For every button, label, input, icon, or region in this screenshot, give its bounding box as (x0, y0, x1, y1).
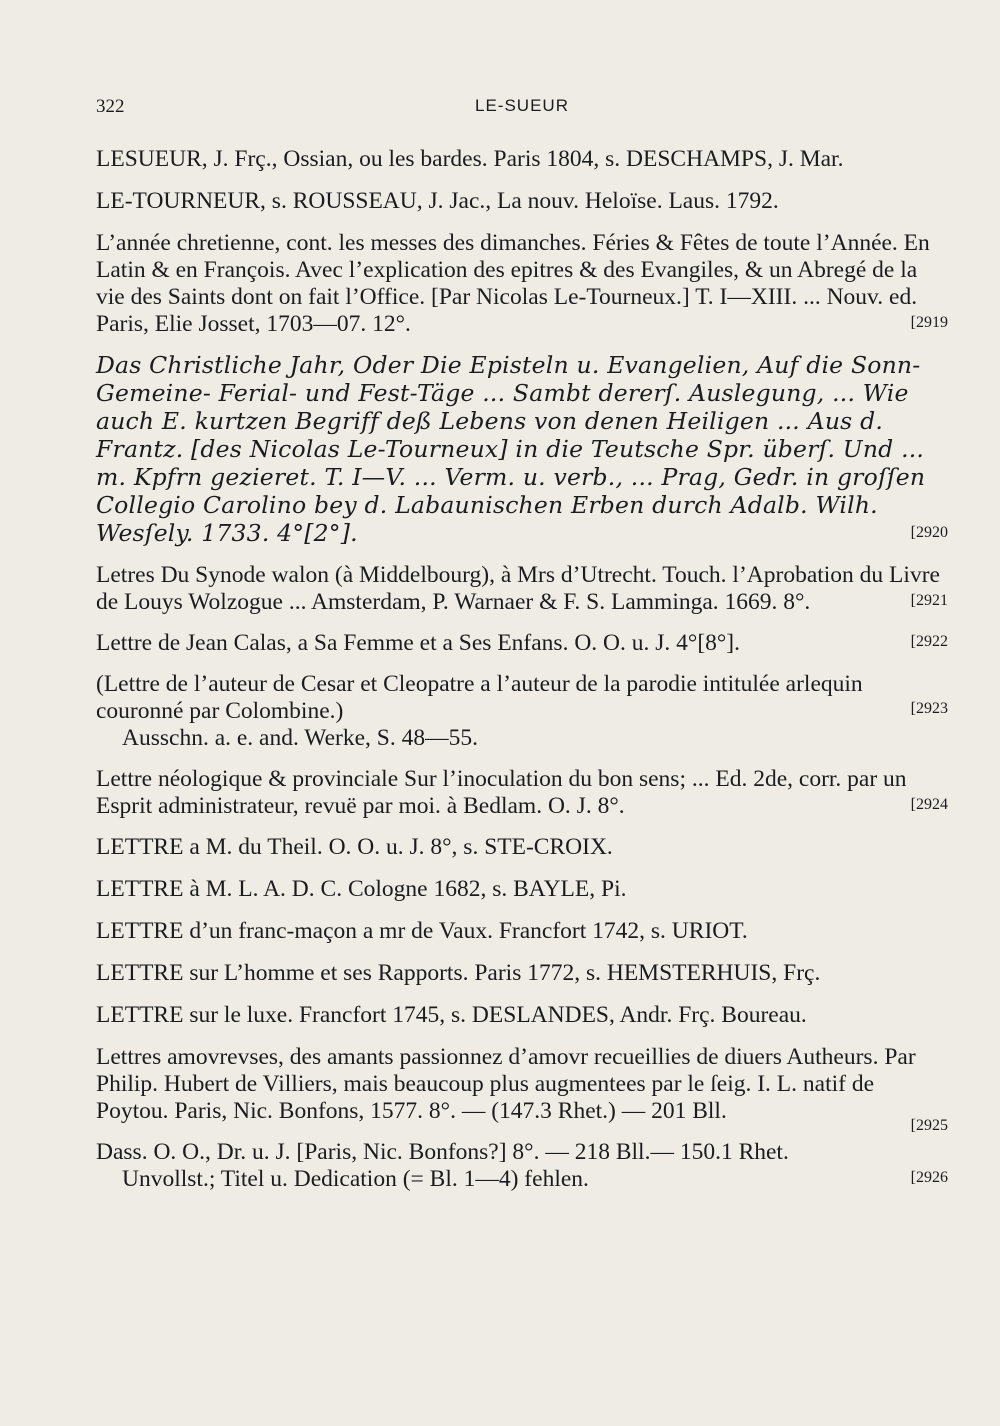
entry-number: [2925 (910, 1117, 948, 1134)
entry-lettre-neologique (96, 766, 948, 820)
entry-text: LETTRE sur le luxe. Francfort 1745, s. DESLANDES, Andr. Frç. Boureau. (96, 1002, 807, 1028)
entry-number: [2926 (910, 1169, 948, 1186)
entry-text: LETTRE d’un franc-maçon a mr de Vaux. Francfort 1742, s. URIOT. (96, 918, 748, 944)
entry-text: LETTRE à M. L. A. D. C. Cologne 1682, s. BAYLE, Pi. (96, 876, 627, 902)
entry-lettre-cesar (96, 671, 948, 752)
entry-text: LESUEUR, J. Frç., Ossian, ou les bardes. Paris 1804, s. DESCHAMPS, J. Mar. (96, 146, 844, 172)
entry-lettre-homme (96, 960, 948, 987)
entry-number: [2920 (910, 524, 948, 541)
entry-christliche-jahr (96, 352, 948, 548)
entry-dass (96, 1139, 948, 1193)
entry-lesueur (96, 146, 948, 173)
entry-text: LETTRE a M. du Theil. O. O. u. J. 8°, s. STE-CROIX. (96, 834, 613, 860)
entry-text: Lettre néologique & provinciale Sur l’inoculation du bon sens; ... Ed. 2de, corr. par un Esprit administrateur, revuë par moi. à Bedlam. O. J. 8°. (96, 766, 907, 819)
page-header (96, 96, 948, 126)
running-title: LE-SUEUR (475, 96, 569, 115)
entry-text: LETTRE sur L’homme et ses Rapports. Paris 1772, s. HEMSTERHUIS, Frç. (96, 960, 821, 986)
entry-number: [2919 (910, 314, 948, 331)
entry-text: Lettres amovrevses, des amants passionnez d’amovr recueillies de diuers Autheurs. Par Philip. Hubert de Villiers, mais beaucoup plus augmentees par le ſeig. I. L. natif de Poytou. Paris, Nic. Bonfons, 1577. 8°. — (147.3 Rhet.) — 201 Bll. (96, 1044, 916, 1124)
entry-note: Unvollst.; Titel u. Dedication (= Bl. 1—4) fehlen. (122, 1166, 589, 1192)
entry-text: Lettre de Jean Calas, a Sa Femme et a Ses Enfans. O. O. u. J. 4°[8°]. (96, 630, 740, 656)
entry-letres-synode (96, 562, 948, 616)
entry-lettre-theil (96, 834, 948, 861)
entry-text: LE-TOURNEUR, s. ROUSSEAU, J. Jac., La nouv. Heloïse. Laus. 1792. (96, 188, 779, 214)
entry-annee-chretienne (96, 230, 948, 338)
entry-text: Letres Du Synode walon (à Middelbourg), à Mrs d’Utrecht. Touch. l’Aprobation du Livre de Louys Wolzogue ... Amsterdam, P. Warnaer & F. S. Lamminga. 1669. 8°. (96, 562, 940, 615)
entry-number: [2923 (910, 700, 948, 717)
entry-note: Ausschn. a. e. and. Werke, S. 48—55. (122, 725, 478, 751)
entry-lettre-cologne (96, 876, 948, 903)
entry-le-tourneur (96, 188, 948, 215)
entry-number: [2924 (910, 796, 948, 813)
page-number: 322 (96, 96, 125, 117)
entry-number: [2922 (910, 633, 948, 650)
entry-lettre-luxe (96, 1002, 948, 1029)
entry-text: (Lettre de l’auteur de Cesar et Cleopatre a l’auteur de la parodie intitulée arlequin couronné par Colombine.) (96, 671, 863, 724)
entry-text: Das Christliche Jahr, Oder Die Episteln u. Evangelien, Auf die Sonn- Gemeine- Ferial- und Fest-Täge ... Sambt dererſ. Auslegung, ... Wie auch E. kurtzen Begriff deß Lebens von denen Heiligen ... Aus d. Frantz. [des Nicolas Le-Tourneux] in die Teutsche Spr. überſ. Und ... m. Kpfrn gezieret. T. I—V. ... Verm. u. verb., ... Prag, Gedr. in groſſen Collegio Carolino bey d. Labaunischen Erben durch Adalb. Wilh. Wesſely. 1733. 4°[2°]. (96, 351, 926, 547)
entry-text: Dass. O. O., Dr. u. J. [Paris, Nic. Bonfons?] 8°. — 218 Bll.— 150.1 Rhet. (96, 1139, 789, 1165)
entry-list (96, 146, 948, 1207)
entry-text: L’année chretienne, cont. les messes des dimanches. Féries & Fêtes de toute l’Année. En Latin & en François. Avec l’explication des epitres & des Evangiles, & un Abregé de la vie des Saints dont on fait l’Office. [Par Nicolas Le-Tourneux.] T. I—XIII. ... Nouv. ed. Paris, Elie Josset, 1703—07. 12°. (96, 230, 930, 337)
entry-lettres-amovrevses (96, 1044, 948, 1134)
entry-number: [2921 (910, 592, 948, 609)
entry-lettre-calas (96, 630, 948, 657)
entry-lettre-franc-macon (96, 918, 948, 945)
